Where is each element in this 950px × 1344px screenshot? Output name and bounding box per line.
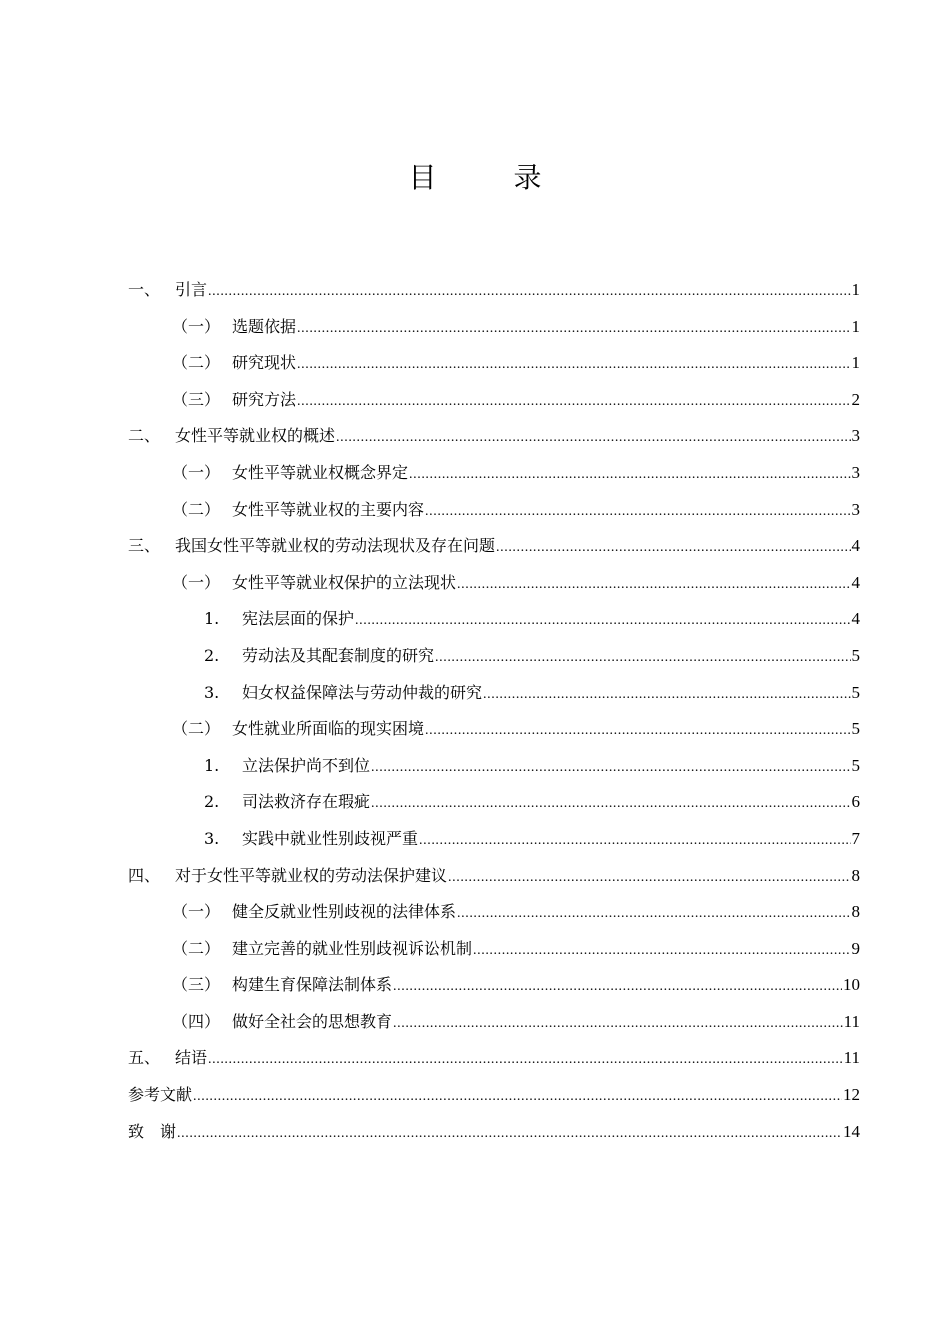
toc-entry-label: 女性就业所面临的现实困境: [232, 719, 425, 739]
toc-entry-label: 我国女性平等就业权的劳动法现状及存在问题: [175, 536, 496, 556]
toc-entry-number: 三、: [128, 536, 161, 556]
toc-entry-label: 实践中就业性别歧视严重: [242, 828, 419, 848]
toc-entry[interactable]: [128, 784, 860, 821]
toc-entry-number: （三）: [172, 389, 221, 409]
toc-entry-number: 1.: [204, 755, 220, 775]
toc-entry[interactable]: [128, 748, 860, 785]
toc-entry[interactable]: [128, 967, 860, 1004]
toc-entry-number: 2.: [204, 792, 220, 812]
toc-entry-number: （一）: [172, 316, 221, 336]
dot-leader: [425, 713, 850, 750]
toc-entry-label: 致 谢: [128, 1121, 177, 1141]
toc-entry[interactable]: [128, 821, 860, 858]
toc-entry-label: 引言: [175, 280, 208, 299]
toc-entry-number: （二）: [172, 719, 221, 739]
dot-leader: [297, 347, 850, 384]
toc-entry[interactable]: [128, 455, 860, 492]
toc-entry[interactable]: [128, 345, 860, 382]
toc-entry-label: 做好全社会的思想教育: [232, 1011, 393, 1031]
toc-entry-page-number: 7: [851, 828, 860, 848]
dot-leader: [371, 786, 850, 823]
toc-entry-page-number: 5: [851, 682, 860, 702]
dot-leader: [297, 384, 850, 421]
toc-entry-number: 二、: [128, 426, 161, 446]
toc-entry-label: 司法救济存在瑕疵: [242, 792, 371, 812]
toc-entry-page-number: 12: [843, 1085, 860, 1105]
toc-entry-page-number: 11: [843, 1011, 860, 1031]
toc-entry[interactable]: [128, 601, 860, 638]
toc-entry-label: 研究方法: [232, 389, 297, 409]
toc-entry-page-number: 11: [843, 1048, 860, 1068]
page-title: 目 录: [408, 161, 576, 194]
toc-entry-number: （二）: [172, 353, 221, 373]
toc-entry-label: 对于女性平等就业权的劳动法保护建议: [175, 865, 448, 885]
dot-leader: [483, 677, 850, 714]
toc-entry-label: 参考文献: [128, 1085, 193, 1105]
toc-entry-number: （一）: [172, 572, 221, 592]
toc-entry-page-number: 4: [851, 572, 860, 592]
dot-leader: [208, 274, 850, 311]
toc-entry-page-number: 3: [851, 462, 860, 482]
toc-entry-number: 四、: [128, 865, 161, 885]
dot-leader: [448, 860, 850, 897]
toc-entry-number: （二）: [172, 499, 221, 519]
toc-entry-page-number: 4: [851, 536, 860, 556]
dot-leader: [371, 750, 850, 787]
toc-entry[interactable]: [128, 858, 860, 895]
toc-entry[interactable]: [128, 1077, 860, 1114]
toc-entry-number: （三）: [172, 975, 221, 995]
toc-entry-page-number: 5: [851, 645, 860, 665]
toc-entry-label: 女性平等就业权保护的立法现状: [232, 572, 457, 592]
toc-entry[interactable]: [128, 894, 860, 931]
toc-entry-page-number: 6: [851, 792, 860, 812]
toc-entry-label: 宪法层面的保护: [242, 609, 355, 629]
toc-entry-page-number: 9: [851, 938, 860, 958]
toc-entry-label: 结语: [175, 1048, 208, 1068]
dot-leader: [177, 1116, 842, 1153]
toc-entry-page-number: 4: [851, 609, 860, 629]
dot-leader: [393, 1006, 843, 1043]
toc-entry[interactable]: [128, 711, 860, 748]
toc-entry-label: 研究现状: [232, 353, 297, 373]
toc-entry-page-number: 10: [843, 975, 860, 995]
toc-entry[interactable]: [128, 931, 860, 968]
toc-entry-number: 1.: [204, 609, 220, 629]
toc-entry[interactable]: [128, 528, 860, 565]
toc-entry-number: 2.: [204, 645, 220, 665]
toc-entry-page-number: 3: [851, 426, 860, 446]
toc-entry[interactable]: [128, 1004, 860, 1041]
toc-entry-label: 选题依据: [232, 316, 297, 336]
toc-entry[interactable]: [128, 309, 860, 346]
toc-entry-page-number: 1: [851, 280, 860, 299]
toc-entry[interactable]: [128, 272, 860, 309]
dot-leader: [457, 896, 850, 933]
toc-entry-number: 3.: [204, 682, 220, 702]
toc-entry-number: （四）: [172, 1011, 221, 1031]
toc-entry[interactable]: [128, 418, 860, 455]
dot-leader: [336, 420, 850, 457]
toc-entry-number: 3.: [204, 828, 220, 848]
toc-entry-number: 五、: [128, 1048, 161, 1068]
toc-entry-label: 劳动法及其配套制度的研究: [242, 645, 435, 665]
toc-entry-number: （一）: [172, 462, 221, 482]
toc-entry-page-number: 14: [843, 1121, 860, 1141]
toc-entry-page-number: 1: [851, 353, 860, 373]
dot-leader: [193, 1079, 842, 1116]
toc-entry-number: （一）: [172, 902, 221, 922]
toc-entry-label: 建立完善的就业性别歧视诉讼机制: [232, 938, 473, 958]
toc-entry[interactable]: [128, 638, 860, 675]
toc-entry-page-number: 1: [851, 316, 860, 336]
table-of-contents: [128, 272, 860, 1150]
dot-leader: [425, 494, 850, 531]
toc-entry[interactable]: [128, 565, 860, 602]
toc-entry[interactable]: [128, 1040, 860, 1077]
toc-entry-number: （二）: [172, 938, 221, 958]
dot-leader: [355, 603, 850, 640]
dot-leader: [473, 933, 850, 970]
dot-leader: [208, 1042, 843, 1079]
dot-leader: [457, 567, 850, 604]
toc-entry[interactable]: [128, 1114, 860, 1151]
toc-entry-label: 女性平等就业权的概述: [175, 426, 336, 446]
toc-entry[interactable]: [128, 382, 860, 419]
dot-leader: [409, 457, 850, 494]
toc-entry-label: 女性平等就业权概念界定: [232, 462, 409, 482]
toc-entry-label: 健全反就业性别歧视的法律体系: [232, 902, 457, 922]
toc-entry-label: 女性平等就业权的主要内容: [232, 499, 425, 519]
toc-entry-page-number: 2: [851, 389, 860, 409]
toc-entry-page-number: 8: [851, 902, 860, 922]
toc-entry[interactable]: [128, 492, 860, 529]
toc-entry-label: 妇女权益保障法与劳动仲裁的研究: [242, 682, 483, 702]
toc-entry-page-number: 8: [851, 865, 860, 885]
dot-leader: [393, 969, 842, 1006]
toc-entry-page-number: 3: [851, 499, 860, 519]
dot-leader: [496, 530, 850, 567]
toc-entry-number: 一、: [128, 280, 161, 299]
dot-leader: [419, 823, 850, 860]
toc-entry-label: 构建生育保障法制体系: [232, 975, 393, 995]
dot-leader: [435, 640, 850, 677]
toc-entry-page-number: 5: [851, 719, 860, 739]
toc-entry-label: 立法保护尚不到位: [242, 755, 371, 775]
toc-entry-page-number: 5: [851, 755, 860, 775]
dot-leader: [297, 311, 850, 348]
toc-entry[interactable]: [128, 675, 860, 712]
